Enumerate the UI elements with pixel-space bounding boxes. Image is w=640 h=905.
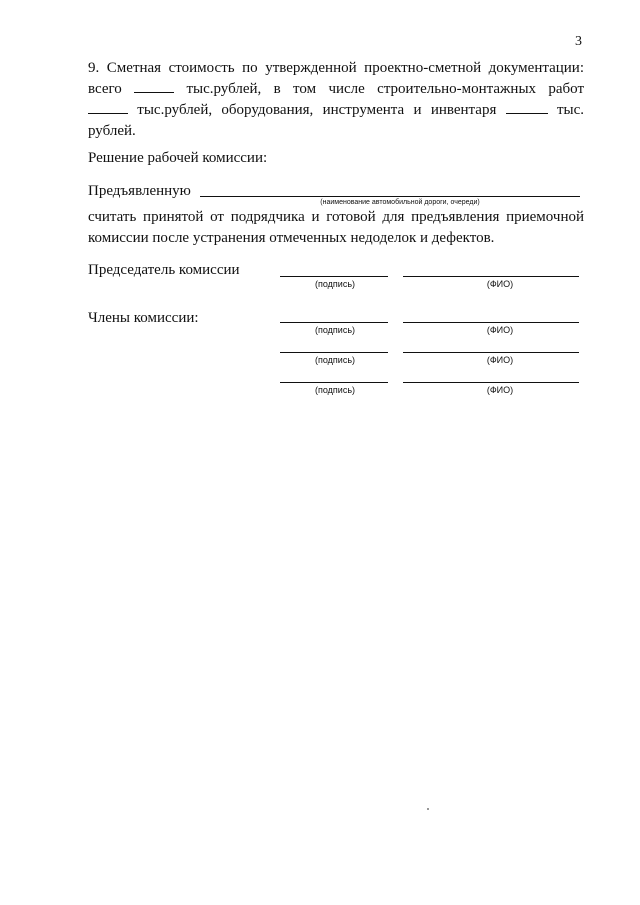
- member-3-name-line: [403, 382, 579, 383]
- member-2-signature-caption: (подпись): [314, 355, 356, 365]
- chairman-signature-caption: (подпись): [314, 279, 356, 289]
- presented-line1: считать принятой от подрядчика и готовой для предъявления приемочной: [88, 209, 584, 225]
- member-1-signature-caption: (подпись): [314, 325, 356, 335]
- chairman-name-caption: (ФИО): [486, 279, 514, 289]
- presented-line2: комиссии после устранения отмеченных недоделок и дефектов.: [88, 230, 495, 246]
- construction-text: тыс.рублей, в том числе строительно-монтажных работ: [186, 81, 585, 97]
- thousand-label: тыс.: [556, 102, 584, 118]
- chairman-name-line: [403, 276, 579, 277]
- road-name-line: [200, 196, 580, 197]
- section9-line4: рублей.: [88, 123, 136, 139]
- member-1-name-caption: (ФИО): [486, 325, 514, 335]
- members-label: Члены комиссии:: [88, 310, 199, 326]
- chairman-signature-line: [280, 276, 388, 277]
- total-label: всего: [88, 81, 122, 97]
- presented-label: Предъявленную: [88, 183, 191, 199]
- member-1-name-line: [403, 322, 579, 323]
- section9-line1: 9. Сметная стоимость по утвержденной проектно-сметной документации:: [88, 60, 584, 76]
- member-1-signature-line: [280, 322, 388, 323]
- chairman-label: Председатель комиссии: [88, 262, 240, 278]
- section9-line3: [88, 100, 584, 121]
- scan-speck: [427, 808, 429, 810]
- member-2-name-caption: (ФИО): [486, 355, 514, 365]
- page-number: 3: [575, 34, 582, 49]
- equipment-blank: [506, 101, 548, 114]
- member-2-signature-line: [280, 352, 388, 353]
- member-3-signature-line: [280, 382, 388, 383]
- road-name-caption: (наименование автомобильной дороги, очереди): [320, 199, 480, 206]
- member-3-name-caption: (ФИО): [486, 385, 514, 395]
- construction-blank: [88, 101, 128, 114]
- decision-heading: Решение рабочей комиссии:: [88, 150, 268, 166]
- member-2-name-line: [403, 352, 579, 353]
- equipment-text: тыс.рублей, оборудования, инструмента и инвентаря: [137, 102, 497, 118]
- member-3-signature-caption: (подпись): [314, 385, 356, 395]
- section9-line2: [88, 79, 584, 100]
- total-blank: [134, 80, 174, 93]
